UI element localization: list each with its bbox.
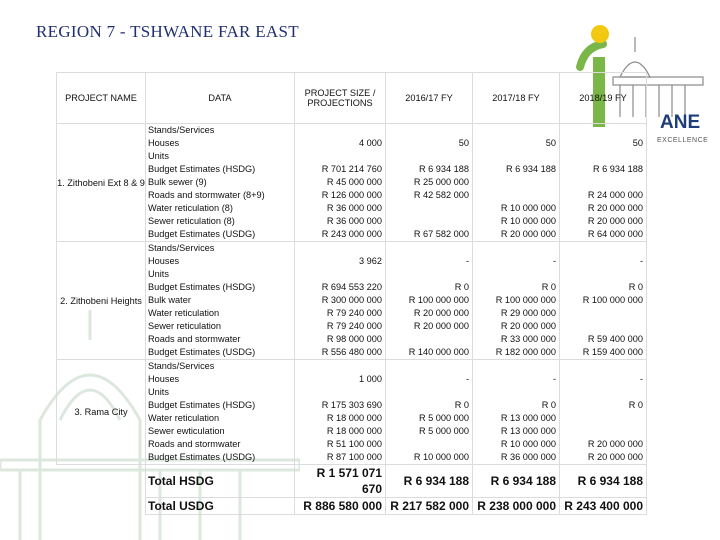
cell-line: R 0 [541,282,556,292]
cell-line [295,150,385,163]
table-row [57,124,647,242]
cell-line [473,124,559,137]
project-name-cell: 1. Zithobeni Ext 8 & 9 [57,124,146,242]
cell-line: R 25 000 000 [413,177,469,187]
cell-line [386,215,472,228]
cell-line: R 36 000 000 [326,203,382,213]
fy-2016-17-values [386,242,473,360]
cell-line [473,176,559,189]
table-row [57,360,647,465]
fy-2018-19-values [560,360,647,465]
totals-spacer [57,465,146,498]
cell-line: R 10 000 000 [500,439,556,449]
project-size-values [295,360,386,465]
totals-value: R 217 582 000 [386,498,473,515]
cell-line: Units [148,269,169,279]
cell-line: R 0 [628,400,643,410]
cell-line: R 59 400 000 [587,334,643,344]
cell-line [386,268,472,281]
cell-line: Water reticulation [148,308,220,318]
cell-line: R 20 000 000 [500,321,556,331]
projects-table [56,72,647,515]
cell-line: R 20 000 000 [413,321,469,331]
cell-line: 4 000 [359,138,382,148]
cell-line: - [465,256,469,266]
cell-line [386,202,472,215]
cell-line: R 20 000 000 [413,308,469,318]
header-fy-2016-17: 2016/17 FY [386,73,473,124]
cell-line: R 33 000 000 [500,334,556,344]
cell-line: R 20 000 000 [587,203,643,213]
cell-line: Budget Estimates (HSDG) [148,282,256,292]
cell-line [560,386,646,399]
fy-2016-17-values [386,360,473,465]
cell-line: R 29 000 000 [500,308,556,318]
cell-line: R 67 582 000 [413,229,469,239]
cell-line [560,150,646,163]
cell-line [473,189,559,202]
cell-line: Houses [148,138,180,148]
totals-value: R 886 580 000 [295,498,386,515]
cell-line: - [552,256,556,266]
cell-line: Bulk water [148,295,191,305]
cell-line: 3 962 [359,256,382,266]
cell-line: R 159 400 000 [582,347,643,357]
header-fy-2017-18: 2017/18 FY [473,73,560,124]
cell-line: Sewer reticulation (8) [148,216,235,226]
cell-line: Roads and stormwater (8+9) [148,190,265,200]
cell-line: R 20 000 000 [587,216,643,226]
cell-line: R 100 000 000 [582,295,643,305]
cell-line: R 701 214 760 [321,164,382,174]
cell-line [560,360,646,373]
cell-line [386,360,472,373]
totals-row [57,498,647,515]
cell-line: R 13 000 000 [500,413,556,423]
cell-line: R 20 000 000 [587,439,643,449]
cell-line: R 556 480 000 [321,347,382,357]
cell-line: R 18 000 000 [326,426,382,436]
table-header-row [57,73,647,124]
cell-line: R 6 934 188 [592,164,643,174]
cell-line [386,386,472,399]
cell-line: R 694 553 220 [321,282,382,292]
cell-line: R 175 303 690 [321,400,382,410]
cell-line: Units [148,387,169,397]
cell-line: R 36 000 000 [500,452,556,462]
cell-line: R 18 000 000 [326,413,382,423]
project-data-labels [146,360,295,465]
cell-line: Budget Estimates (USDG) [148,347,256,357]
cell-line [560,268,646,281]
cell-line: 50 [632,138,643,148]
cell-line [560,242,646,255]
cell-line: Water reticulation [148,413,220,423]
cell-line [386,333,472,346]
cell-line: R 5 000 000 [418,413,469,423]
cell-line: R 10 000 000 [413,452,469,462]
cell-line [386,242,472,255]
cell-line: R 0 [454,400,469,410]
cell-line [386,150,472,163]
header-project-size: PROJECT SIZE / PROJECTIONS [295,73,386,124]
cell-line: Sewer ewticulation [148,426,225,436]
totals-label: Total USDG [146,498,295,515]
project-name-cell: 3. Rama City [57,360,146,465]
cell-line: R 36 000 000 [326,216,382,226]
cell-line: R 0 [541,400,556,410]
header-project-name: PROJECT NAME [57,73,146,124]
totals-label: Total HSDG [146,465,295,498]
cell-line: R 10 000 000 [500,203,556,213]
cell-line [295,360,385,373]
page-title: REGION 7 - TSHWANE FAR EAST [36,22,299,41]
cell-line: Houses [148,256,180,266]
cell-line: R 79 240 000 [326,321,382,331]
cell-line: R 0 [454,282,469,292]
cell-line: 50 [545,138,556,148]
cell-line: - [639,374,643,384]
cell-line [295,242,385,255]
cell-line: - [465,374,469,384]
totals-value: R 6 934 188 [473,465,560,498]
header-fy-2018-19: 2018/19 FY [560,73,647,124]
cell-line: R 24 000 000 [587,190,643,200]
cell-line: R 6 934 188 [418,164,469,174]
cell-line: Roads and stormwater [148,439,241,449]
cell-line: Stands/Services [148,361,215,371]
cell-line [560,320,646,333]
cell-line: R 0 [628,282,643,292]
totals-value: R 243 400 000 [560,498,647,515]
cell-line [473,150,559,163]
cell-line [295,268,385,281]
project-data-labels [146,242,295,360]
fy-2017-18-values [473,360,560,465]
cell-line: Roads and stormwater [148,334,241,344]
cell-line: Budget Estimates (HSDG) [148,164,256,174]
cell-line: R 182 000 000 [495,347,556,357]
cell-line: 1 000 [359,374,382,384]
cell-line: R 87 100 000 [326,452,382,462]
totals-value: R 6 934 188 [386,465,473,498]
cell-line: R 79 240 000 [326,308,382,318]
cell-line [560,412,646,425]
cell-line: R 6 934 188 [505,164,556,174]
cell-line: R 5 000 000 [418,426,469,436]
cell-line: R 64 000 000 [587,229,643,239]
cell-line [473,268,559,281]
totals-row [57,465,647,498]
cell-line: R 20 000 000 [500,229,556,239]
project-size-values [295,124,386,242]
fy-2016-17-values [386,124,473,242]
logo-wordmark: ANE [660,112,701,133]
cell-line: - [639,256,643,266]
cell-line: R 100 000 000 [408,295,469,305]
totals-spacer [57,498,146,515]
totals-value: R 6 934 188 [560,465,647,498]
project-size-values [295,242,386,360]
cell-line: Stands/Services [148,125,215,135]
cell-line: Sewer reticulation [148,321,222,331]
fy-2017-18-values [473,242,560,360]
cell-line: Budget Estimates (USDG) [148,229,256,239]
cell-line: R 300 000 000 [321,295,382,305]
cell-line: Budget Estimates (USDG) [148,452,256,462]
table-row [57,242,647,360]
cell-line [560,425,646,438]
cell-line: R 13 000 000 [500,426,556,436]
logo-tagline: EXCELLENCE [657,137,709,144]
cell-line: R 126 000 000 [321,190,382,200]
cell-line [386,124,472,137]
cell-line: R 42 582 000 [413,190,469,200]
cell-line [560,124,646,137]
cell-line [386,438,472,451]
fy-2018-19-values [560,124,647,242]
cell-line [473,242,559,255]
totals-value: R 1 571 071 670 [295,465,386,498]
cell-line [295,386,385,399]
cell-line: R 45 000 000 [326,177,382,187]
project-data-labels [146,124,295,242]
cell-line: R 20 000 000 [587,452,643,462]
project-name-cell: 2. Zithobeni Heights [57,242,146,360]
cell-line: Bulk sewer (9) [148,177,207,187]
cell-line [295,124,385,137]
cell-line: Units [148,151,169,161]
cell-line [560,176,646,189]
cell-line: Water reticulation (8) [148,203,233,213]
cell-line: - [552,374,556,384]
cell-line: 50 [458,138,469,148]
cell-line: R 51 100 000 [326,439,382,449]
cell-line [473,386,559,399]
cell-line: R 243 000 000 [321,229,382,239]
cell-line: R 10 000 000 [500,216,556,226]
cell-line [560,307,646,320]
cell-line: R 98 000 000 [326,334,382,344]
cell-line: Stands/Services [148,243,215,253]
totals-value: R 238 000 000 [473,498,560,515]
header-data: DATA [146,73,295,124]
cell-line: R 140 000 000 [408,347,469,357]
cell-line: R 100 000 000 [495,295,556,305]
cell-line [473,360,559,373]
fy-2017-18-values [473,124,560,242]
fy-2018-19-values [560,242,647,360]
cell-line: Budget Estimates (HSDG) [148,400,256,410]
cell-line: Houses [148,374,180,384]
